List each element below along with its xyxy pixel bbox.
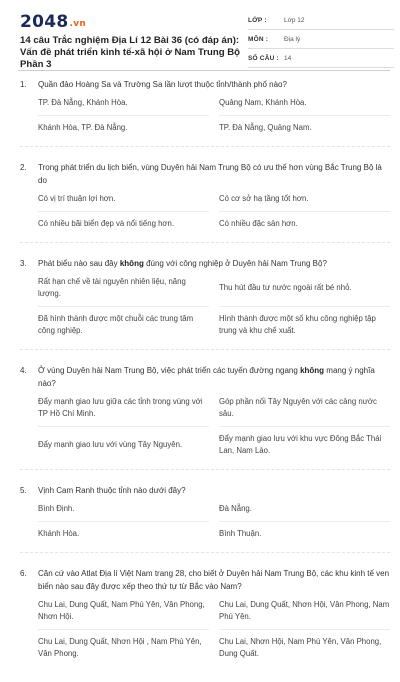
answer-option[interactable]: Chu Lai, Dung Quất, Nhơn Hội, Vân Phong, Nam Phú Yên. [219, 593, 390, 630]
question-head [20, 360, 390, 390]
logo-suffix: .vn [69, 19, 87, 29]
answer-option[interactable]: Chu Lai, Dung Quất, Nhơn Hội , Nam Phú Yên, Vân Phong. [38, 637, 202, 658]
answer-option[interactable]: Khánh Hòa. [38, 529, 80, 538]
answer-option[interactable]: Hình thành được một số khu công nghiệp tập trung và khu chế xuất. [219, 314, 376, 335]
answer-option[interactable]: Đẩy mạnh giao lưu giữa các tỉnh trong vùng với TP Hồ Chí Minh. [38, 390, 209, 427]
question-list [20, 74, 390, 682]
question-3 [20, 253, 390, 350]
info-row-count [248, 49, 394, 68]
answer-options [38, 497, 390, 546]
answer-option[interactable]: Có nhiều đặc sản hơn. [219, 219, 298, 228]
answer-option[interactable]: TP. Đà Nẵng, Khánh Hòa. [38, 91, 209, 116]
question-head [20, 253, 390, 270]
answer-option[interactable]: TP. Đà Nẵng, Quảng Nam. [219, 123, 312, 132]
info-value: 14 [284, 54, 292, 62]
question-number: 6. [20, 569, 27, 578]
page-title: 14 câu Trắc nghiệm Địa Lí 12 Bài 36 (có đáp án): Vấn đề phát triển kinh tế-xã hội ở Nam Trung Bộ Phần 3 [20, 35, 241, 70]
info-value: Địa lý [284, 35, 301, 43]
page-header [0, 0, 400, 70]
question-text: Phát biểu nào sau đây không đúng với công nghiệp ở Duyên hải Nam Trung Bộ? [38, 259, 327, 268]
question-text: Vịnh Cam Ranh thuộc tỉnh nào dưới đây? [38, 486, 186, 495]
answer-option[interactable]: Đẩy mạnh giao lưu với vùng Tây Nguyên. [38, 440, 183, 449]
question-5 [20, 480, 390, 553]
question-head [20, 480, 390, 497]
question-text: Căn cứ vào Atlat Địa lí Việt Nam trang 28, cho biết ở Duyên hải Nam Trung Bộ, các khu kinh tế ven biển nào sau đây được xếp theo thứ tự từ Bắc vào Nam? [38, 569, 390, 591]
question-head [20, 563, 390, 593]
question-2 [20, 157, 390, 243]
answer-option[interactable]: Bình Định. [38, 497, 209, 522]
answer-option[interactable]: Đà Nẵng. [219, 497, 390, 522]
question-text: Trong phát triển du lịch biển, vùng Duyên hải Nam Trung Bộ có ưu thế hơn vùng Bắc Trung Bộ là do [38, 163, 382, 185]
answer-option[interactable]: Bình Thuận. [219, 529, 262, 538]
answer-option[interactable]: Có cơ sở hạ tầng tốt hơn. [219, 187, 390, 212]
question-6 [20, 563, 390, 672]
answer-options [38, 270, 390, 343]
info-row-subject [248, 30, 394, 49]
question-text: Ở vùng Duyên hải Nam Trung Bộ, việc phát triển các tuyến đường ngang không mang ý nghĩa nào? [38, 366, 375, 388]
site-logo[interactable] [20, 12, 86, 32]
question-number: 5. [20, 486, 27, 495]
info-panel [248, 11, 394, 68]
answer-options [38, 390, 390, 463]
answer-option[interactable]: Đã hình thành được một chuỗi các trung tâm công nghiệp. [38, 314, 194, 335]
logo-main: 2048 [20, 12, 69, 32]
info-label: MÔN : [248, 35, 269, 43]
question-head [20, 74, 390, 91]
question-number: 4. [20, 366, 27, 375]
info-label: SỐ CÂU : [248, 54, 279, 62]
question-text: Quần đảo Hoàng Sa và Trường Sa lần lượt thuộc tỉnh/thành phố nào? [38, 80, 287, 89]
question-number: 3. [20, 259, 27, 268]
answer-option[interactable]: Rất hạn chế về tài nguyên nhiên liệu, năng lượng. [38, 270, 209, 307]
question-number: 2. [20, 163, 27, 172]
info-row-class [248, 11, 394, 30]
answer-options [38, 187, 390, 236]
answer-option[interactable]: Chu Lai, Dung Quất, Nam Phú Yên, Vân Phong, Nhơn Hội. [38, 593, 209, 630]
answer-option[interactable]: Thu hút đầu tư nước ngoài rất bé nhỏ. [219, 270, 390, 307]
question-number: 1. [20, 80, 27, 89]
question-1 [20, 74, 390, 147]
question-4 [20, 360, 390, 470]
question-head [20, 157, 390, 187]
answer-options [38, 593, 390, 666]
answer-option[interactable]: Góp phần nối Tây Nguyên với các cảng nước sâu. [219, 390, 390, 427]
answer-option[interactable]: Quảng Nam, Khánh Hòa. [219, 91, 390, 116]
answer-option[interactable]: Có vị trí thuận lợi hơn. [38, 187, 209, 212]
answer-option[interactable]: Khánh Hòa, TP. Đà Nẵng. [38, 123, 128, 132]
header-divider [18, 70, 390, 71]
info-value: Lớp 12 [284, 16, 305, 24]
answer-option[interactable]: Chu Lai, Nhơn Hội, Nam Phú Yên, Vân Phong, Dung Quất. [219, 637, 382, 658]
answer-option[interactable]: Đẩy mạnh giao lưu với khu vực Đông Bắc Thái Lan, Nam Lào. [219, 434, 382, 455]
answer-options [38, 91, 390, 140]
info-label: LỚP : [248, 16, 267, 24]
answer-option[interactable]: Có nhiều bãi biển đẹp và nổi tiếng hơn. [38, 219, 175, 228]
